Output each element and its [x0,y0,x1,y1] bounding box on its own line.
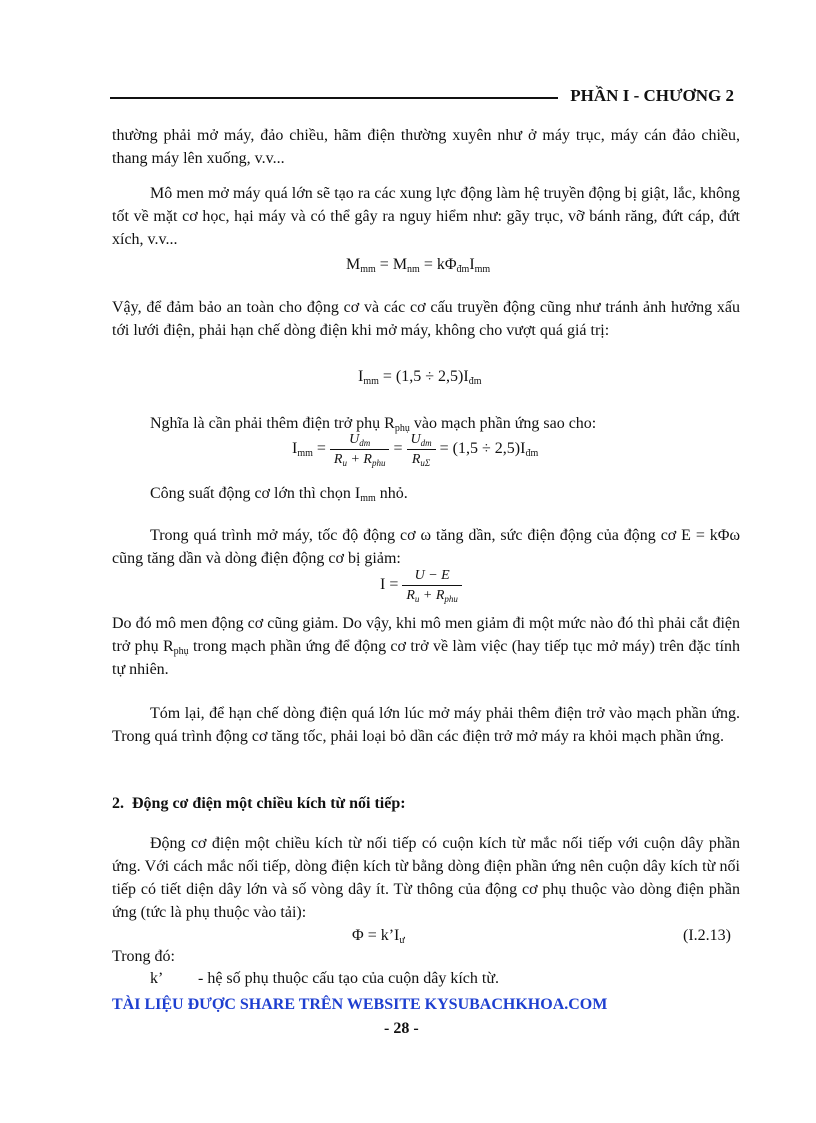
paragraph-3: Vậy, để đảm bảo an toàn cho động cơ và các cơ cấu truyền động cũng như tránh ảnh hưởng xấu tới lưới điện, phải hạn chế dòng điện khi mở máy, không cho vượt quá giá trị: [112,299,740,339]
equation-start-current: $I_{mm}$ = $\frac{U_{dm}}{R_u + R_{phu}}$ = $\frac{U_{dm}}{R_{u\Sigma}}$ = $(1,5 \div 2,5)I_{đm}$ [292,432,539,468]
equation-flux: $\Phi = k’I_ư$ [352,927,405,946]
chapter-header: PHẦN I - CHƯƠNG 2 [570,86,734,105]
section-heading: 2. Động cơ điện một chiều kích từ nối tiếp: [112,795,406,812]
paragraph-7: Do đó mô men động cơ cũng giảm. Do vậy, khi mô men giảm đi một mức nào đó thì phải cắt điện trở phụ $R_{phụ}$ trong mạch phần ứng để động cơ trở về làm việc (hay tiếp tục mở máy) trên đặc tính tự nhiên. [112,615,740,678]
paragraph-8: Tóm lại, để hạn chế dòng điện quá lớn lúc mở máy phải thêm điện trở vào mạch phần ứng. Trong quá trình động cơ tăng tốc, phải loại bỏ dần các điện trở mở máy ra khỏi mạch phần ứng. [112,705,740,745]
header-rule [110,97,558,99]
equation-motor-current: I = $\frac{U - E}{R_u + R_{phu}}$ [380,567,462,604]
paragraph-9: Động cơ điện một chiều kích từ nối tiếp có cuộn kích từ mắc nối tiếp với cuộn dây phần ứng. Với cách mắc nối tiếp, dòng điện kích từ bằng dòng điện phần ứng nên cuộn dây kích từ nối tiếp có tiết diện dây lớn và số vòng dây ít. Từ thông của động cơ phụ thuộc vào dòng điện phần ứng (tức là phụ thuộc vào tải): [112,835,740,921]
equation-number: (I.2.13) [683,927,731,944]
paragraph-5: Công suất động cơ lớn thì chọn $I_{mm}$ nhỏ. [150,485,408,504]
page-number: - 28 - [384,1020,419,1037]
paragraph-4: Nghĩa là cần phải thêm điện trở phụ $R_{phụ}$ vào mạch phần ứng sao cho: [150,415,597,434]
fraction-3: $\frac{U - E}{R_u + R_{phu}}$ [402,567,462,604]
equation-torque: $M_{mm} = M_{nm} = k\Phi_{đm}I_{mm}$ [346,256,491,275]
equation-current-limit: $I_{mm} = (1,5 \div 2,5)I_{đm}$ [358,368,482,387]
paragraph-1: thường phải mở máy, đảo chiều, hãm điện thường xuyên như ở máy trục, máy cán đảo chiều, thang máy lên xuống, v.v... [112,127,740,167]
paragraph-2: Mô men mở máy quá lớn sẽ tạo ra các xung lực động làm hệ truyền động bị giật, lắc, không tốt về mặt cơ học, hại máy và có thể gây ra nguy hiểm như: gãy trục, vỡ bánh răng, đứt cáp, đứt xích, v.v... [112,185,740,248]
paragraph-where: Trong đó: [112,948,175,965]
paragraph-6: Trong quá trình mở máy, tốc độ động cơ ω tăng dần, sức điện động của động cơ E = kΦω cũng tăng dần và dòng điện động cơ bị giảm: [112,527,740,567]
definition-term: k’ [150,970,164,987]
fraction-2: $\frac{U_{dm}}{R_{u\Sigma}}$ [407,431,436,468]
fraction-1: $\frac{U_{dm}}{R_u + R_{phu}}$ [330,431,390,468]
definition-text: - hệ số phụ thuộc cấu tạo của cuộn dây kích từ. [198,970,500,987]
share-banner: TÀI LIỆU ĐƯỢC SHARE TRÊN WEBSITE KYSUBACHKHOA.COM [112,996,608,1013]
